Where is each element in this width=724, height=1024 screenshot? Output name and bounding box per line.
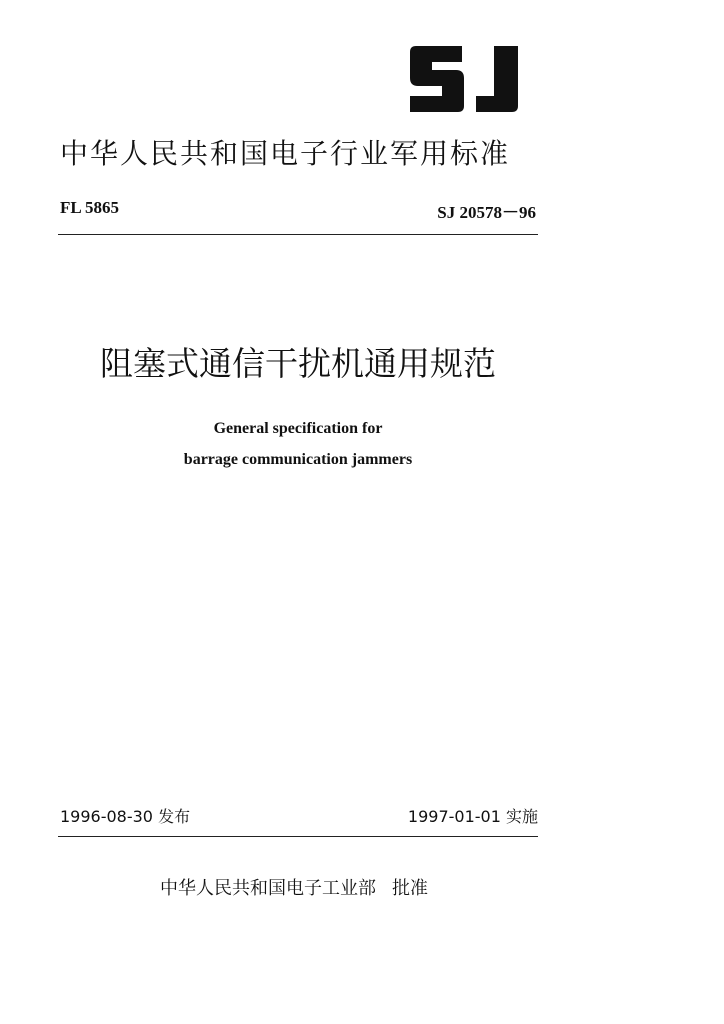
issue-date: 1996-08-30 发布	[60, 807, 191, 826]
standard-type-title: 中华人民共和国电子行业军用标准	[60, 137, 511, 170]
sj-logo	[406, 44, 532, 114]
document-title-english-line2: barrage communication jammers	[183, 451, 413, 468]
document-title-english-line1: General specification for	[213, 420, 383, 437]
authority-name: 中华人民共和国电子工业部	[160, 878, 376, 899]
approval-label: 批准	[392, 878, 428, 899]
header-divider	[58, 234, 538, 235]
classification-code: FL 5865	[60, 198, 120, 217]
sj-logo-text: SJ	[406, 44, 407, 45]
effective-date: 1997-01-01 实施	[407, 807, 538, 826]
footer-divider	[58, 836, 538, 837]
document-title-chinese: 阻塞式通信干扰机通用规范	[100, 344, 496, 383]
standard-number: SJ 20578－96	[437, 203, 536, 222]
approving-authority	[160, 874, 428, 900]
